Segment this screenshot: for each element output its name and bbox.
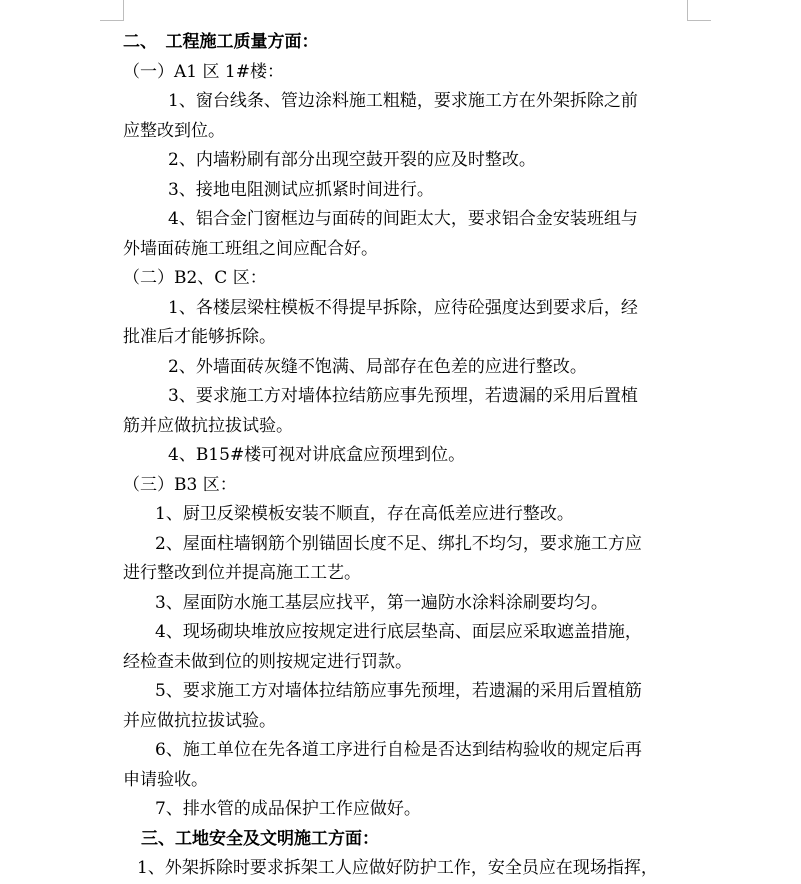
paragraph-line: 1、外架拆除时要求拆架工人应做好防护工作，安全员应在现场指挥， (137, 858, 658, 878)
paragraph-line: 1、窗台线条、管边涂料施工粗糙，要求施工方在外架拆除之前 (168, 91, 638, 111)
subsection-title-b2c: （二）B2、C 区： (123, 268, 267, 288)
paragraph-line: 进行整改到位并提高施工工艺。 (123, 563, 361, 583)
corner-mark-right-v (687, 0, 688, 20)
paragraph-line: 批准后才能够拆除。 (123, 327, 276, 347)
paragraph-line: 4、现场砌块堆放应按规定进行底层垫高、面层应采取遮盖措施， (155, 622, 642, 642)
paragraph-line: 4、铝合金门窗框边与面砖的间距太大，要求铝合金安装班组与 (168, 209, 638, 229)
paragraph-line: 2、外墙面砖灰缝不饱满、局部存在色差的应进行整改。 (168, 356, 587, 377)
paragraph-line: 应整改到位。 (123, 120, 225, 141)
subsection-title-b3: （三）B3 区： (123, 474, 237, 495)
paragraph-line: 申请验收。 (123, 769, 208, 790)
paragraph-line: 3、要求施工方对墙体拉结筋应事先预埋，若遗漏的采用后置植 (168, 386, 638, 406)
paragraph-line: 经检查未做到位的则按规定进行罚款。 (123, 651, 412, 672)
section-heading-safety: 三、工地安全及文明施工方面： (141, 828, 379, 849)
paragraph-line: 并应做抗拉拔试验。 (123, 710, 276, 731)
paragraph-line: 外墙面砖施工班组之间应配合好。 (123, 238, 378, 259)
paragraph-line: 6、施工单位在先各道工序进行自检是否达到结构验收的规定后再 (155, 740, 642, 760)
paragraph-line: 7、排水管的成品保护工作应做好。 (155, 799, 421, 819)
paragraph-line: 1、各楼层梁柱模板不得提早拆除，应待砼强度达到要求后，经 (168, 297, 638, 318)
paragraph-line: 3、接地电阻测试应抓紧时间进行。 (168, 179, 434, 200)
corner-mark-left-v (123, 0, 124, 20)
paragraph-line: 筋并应做抗拉拔试验。 (123, 415, 293, 436)
paragraph-line: 2、内墙粉刷有部分出现空鼓开裂的应及时整改。 (168, 150, 536, 170)
paragraph-line: 4、B15#楼可视对讲底盒应预埋到位。 (168, 445, 466, 465)
paragraph-line: 3、屋面防水施工基层应找平，第一遍防水涂料涂刷要均匀。 (155, 592, 608, 613)
paragraph-line: 1、厨卫反梁模板安装不顺直，存在高低差应进行整改。 (155, 504, 574, 524)
subsection-title-a1: （一）A1 区 1#楼： (123, 61, 284, 82)
paragraph-line: 5、要求施工方对墙体拉结筋应事先预埋，若遗漏的采用后置植筋 (155, 681, 642, 701)
document-body (123, 28, 693, 884)
corner-mark-left-h (100, 20, 124, 21)
section-heading-quality: 二、 工程施工质量方面： (123, 32, 319, 52)
paragraph-line: 2、屋面柱墙钢筋个别锚固长度不足、绑扎不均匀，要求施工方应 (155, 533, 642, 554)
corner-mark-right-h (687, 20, 711, 21)
